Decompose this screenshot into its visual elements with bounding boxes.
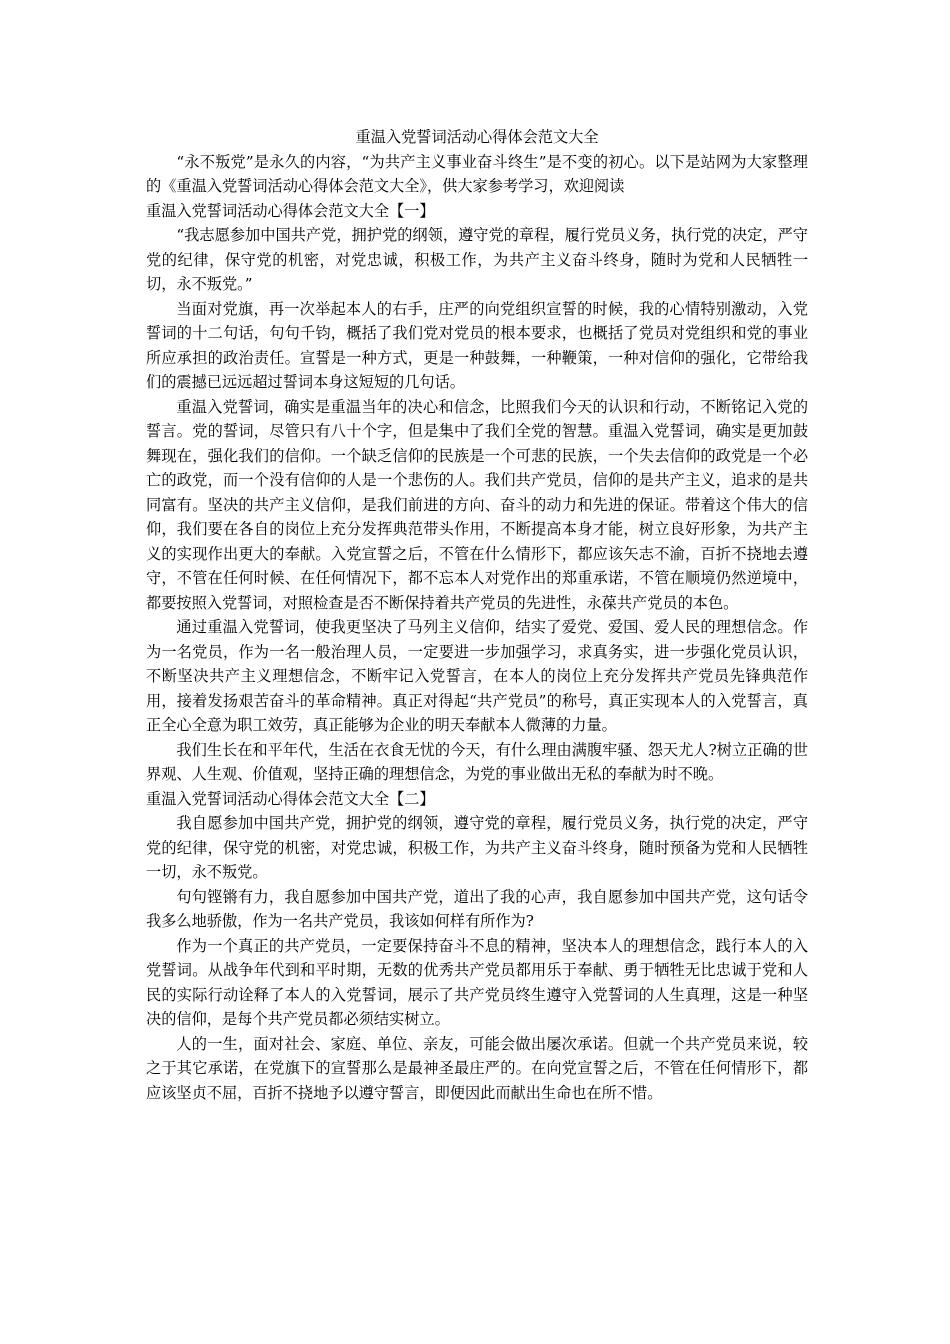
section-2-paragraph-3: 作为一个真正的共产党员，一定要保持奋斗不息的精神，坚决本人的理想信念，践行本人的入党誓词。从战争年代到和平时期，无数的优秀共产党员都用乐于奉献、勇于牺牲无比忠诚于党和人民的实际行动诠释了本人的入党誓词，展示了共产党员终生遵守入党誓词的人生真理，这是一种坚决的信仰，是每个共产党员都必须结实树立。 xyxy=(146,936,808,1028)
section-1-heading: 重温入党誓词活动心得体会范文大全【一】 xyxy=(146,201,435,220)
intro-paragraph: “永不叛党”是永久的内容，“为共产主义事业奋斗终生”是不变的初心。以下是站网为大家整理的《重温入党誓词活动心得体会范文大全》，供大家参考学习，欢迎阅读 xyxy=(146,152,808,195)
section-1-paragraph-3: 重温入党誓词，确实是重温当年的决心和信念，比照我们今天的认识和行动，不断铭记入党的誓言。党的誓词，尽管只有八十个字，但是集中了我们全党的智慧。重温入党誓词，确实是更加鼓舞现在，强化我们的信仰。一个缺乏信仰的民族是一个可悲的民族，一个失去信仰的政党是一个必亡的政党，而一个没有信仰的人是一个悲伤的人。我们共产党员，信仰的是共产主义，追求的是共同富有。坚决的共产主义信仰，是我们前进的方向、奋斗的动力和先进的保证。带着这个伟大的信仰，我们要在各自的岗位上充分发挥典范带头作用，不断提高本身才能，树立良好形象，为共产主义的实现作出更大的奉献。入党宣誓之后，不管在什么情形下，都应该矢志不渝，百折不挠地去遵守，不管在任何时候、在任何情况下，都不忘本人对党作出的郑重承诺，不管在顺境仍然逆境中，都要按照入党誓词，对照检查是否不断保持着共产党员的先进性，永葆共产党员的本色。 xyxy=(146,397,808,612)
section-1-paragraph-4: 通过重温入党誓词，使我更坚决了马列主义信仰，结实了爱党、爱国、爱人民的理想信念。作为一名党员，作为一名一般治理人员，一定要进一步加强学习，求真务实，进一步强化党员认识，不断坚决共产主义理想信念，不断牢记入党誓言，在本人的岗位上充分发挥共产党员先锋典范作用，接着发扬艰苦奋斗的革命精神。真正对得起“共产党员”的称号，真正实现本人的入党誓言，真正全心全意为职工效劳，真正能够为企业的明天奉献本人微薄的力量。 xyxy=(146,618,808,734)
document-page xyxy=(146,125,808,1105)
section-1-paragraph-5: 我们生长在和平年代，生活在衣食无忧的今天，有什么理由满腹牢骚、怨天尤人?树立正确的世界观、人生观、价值观，坚持正确的理想信念，为党的事业做出无私的奉献为时不晚。 xyxy=(146,740,808,783)
section-2-paragraph-4: 人的一生，面对社会、家庭、单位、亲友，可能会做出屡次承诺。但就一个共产党员来说，较之于其它承诺，在党旗下的宣誓那么是最神圣最庄严的。在向党宣誓之后，不管在任何情形下，都应该坚贞不屈，百折不挠地予以遵守誓言，即便因此而献出生命也在所不惜。 xyxy=(146,1034,808,1102)
document-title: 重温入党誓词活动心得体会范文大全 xyxy=(355,128,599,146)
section-2-paragraph-1: 我自愿参加中国共产党，拥护党的纲领，遵守党的章程，履行党员义务，执行党的决定，严守党的纪律，保守党的机密，对党忠诚，积极工作，为共产主义奋斗终身，随时预备为党和人民牺牲一切，永不叛党。 xyxy=(146,814,808,881)
section-1-paragraph-1: “我志愿参加中国共产党，拥护党的纲领，遵守党的章程，履行党员义务，执行党的决定，严守党的纪律，保守党的机密，对党忠诚，积极工作，为共产主义奋斗终身，随时为党和人民牺牲一切，永不叛党。” xyxy=(146,226,808,293)
section-1-paragraph-2: 当面对党旗，再一次举起本人的右手，庄严的向党组织宣誓的时候，我的心情特别激动，入党誓词的十二句话，句句千钧，概括了我们党对党员的根本要求，也概括了党员对党组织和党的事业所应承担的政治责任。宣誓是一种方式，更是一种鼓舞，一种鞭策，一种对信仰的强化，它带给我们的震撼已远远超过誓词本身这短短的几句话。 xyxy=(146,299,808,391)
section-2-heading: 重温入党誓词活动心得体会范文大全【二】 xyxy=(146,789,435,808)
section-2-paragraph-2: 句句铿锵有力，我自愿参加中国共产党，道出了我的心声，我自愿参加中国共产党，这句话令我多么地骄傲，作为一名共产党员，我该如何样有所作为? xyxy=(146,887,808,930)
